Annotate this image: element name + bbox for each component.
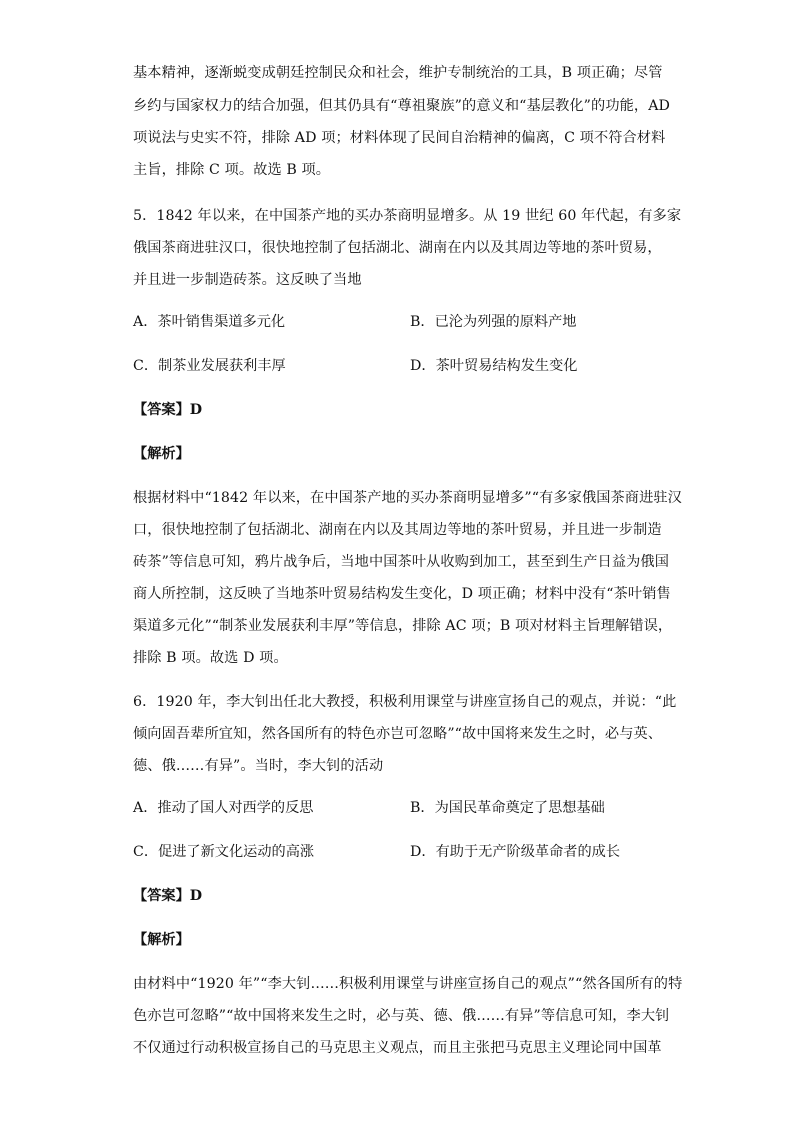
prev-explanation-line-2: 乡约与国家权力的结合加强，但其仍具有“尊祖聚族”的意义和“基层教化”的功能，AD — [133, 98, 671, 114]
q5-option-a: A．茶叶销售渠道多元化 — [133, 314, 286, 330]
prev-explanation-line-3: 项说法与史实不符，排除 AD 项；材料体现了民间自治精神的偏离，C 项不符合材料 — [133, 130, 666, 146]
q6-analysis-label: 【解析】 — [133, 932, 190, 948]
prev-explanation-line-1: 基本精神，逐渐蜕变成朝廷控制民众和社会，维护专制统治的工具，B 项正确；尽管 — [133, 65, 663, 81]
q6-stem-line-3: 德、俄……有异”。当时，李大钊的活动 — [133, 758, 384, 774]
q6-analysis-line-1: 由材料中“1920 年”“李大钊……积极利用课堂与讲座宣扬自己的观点”“然各国所有的特 — [133, 976, 683, 992]
q6-option-a: A．推动了国人对西学的反思 — [133, 800, 314, 816]
prev-explanation-line-4: 主旨，排除 C 项。故选 B 项。 — [133, 162, 331, 178]
q5-answer: 【答案】D — [133, 402, 203, 418]
q5-analysis-line-6: 排除 B 项。故选 D 项。 — [133, 650, 288, 666]
q6-option-d: D．有助于无产阶级革命者的成长 — [410, 844, 621, 860]
q5-option-b: B．已沦为列强的原料产地 — [410, 314, 577, 330]
q6-stem-line-1: 6．1920 年，李大钊出任北大教授，积极利用课堂与讲座宣扬自己的观点，并说：“此 — [133, 694, 677, 710]
q5-option-c: C．制茶业发展获利丰厚 — [133, 358, 286, 374]
q6-answer: 【答案】D — [133, 888, 203, 904]
q5-analysis-line-4: 商人所控制，这反映了当地茶叶贸易结构发生变化，D 项正确；材料中没有“茶叶销售 — [133, 586, 671, 602]
q5-analysis-line-1: 根据材料中“1842 年以来，在中国茶产地的买办茶商明显增多”“有多家俄国茶商进驻汉 — [133, 490, 682, 506]
q5-option-d: D．茶叶贸易结构发生变化 — [410, 358, 578, 374]
q6-analysis-line-2: 色亦岂可忽略”“故中国将来发生之时，必与英、德、俄……有异”等信息可知，李大钊 — [133, 1008, 670, 1024]
q6-stem-line-2: 倾向固吾辈所宜知，然各国所有的特色亦岂可忽略”“故中国将来发生之时，必与英、 — [133, 726, 663, 742]
q5-analysis-line-3: 砖茶”等信息可知，鸦片战争后，当地中国茶叶从收购到加工，甚至到生产日益为俄国 — [133, 554, 669, 570]
q5-analysis-label: 【解析】 — [133, 446, 190, 462]
q6-analysis-line-3: 不仅通过行动积极宣扬自己的马克思主义观点，而且主张把马克思主义理论同中国革 — [133, 1040, 662, 1056]
q5-stem-line-3: 并且进一步制造砖茶。这反映了当地 — [133, 272, 362, 288]
q5-analysis-line-5: 渠道多元化”“制茶业发展获利丰厚”等信息，排除 AC 项；B 项对材料主旨理解错误， — [133, 618, 673, 634]
q5-analysis-line-2: 口，很快地控制了包括湖北、湖南在内以及其周边等地的茶叶贸易，并且进一步制造 — [133, 522, 662, 538]
q6-option-c: C．促进了新文化运动的高涨 — [133, 844, 315, 860]
q6-option-b: B．为国民革命奠定了思想基础 — [410, 800, 605, 816]
q5-stem-line-1: 5．1842 年以来，在中国茶产地的买办茶商明显增多。从 19 世纪 60 年代起，有多家 — [133, 208, 682, 224]
q5-stem-line-2: 俄国茶商进驻汉口，很快地控制了包括湖北、湖南在内以及其周边等地的茶叶贸易， — [133, 240, 662, 256]
